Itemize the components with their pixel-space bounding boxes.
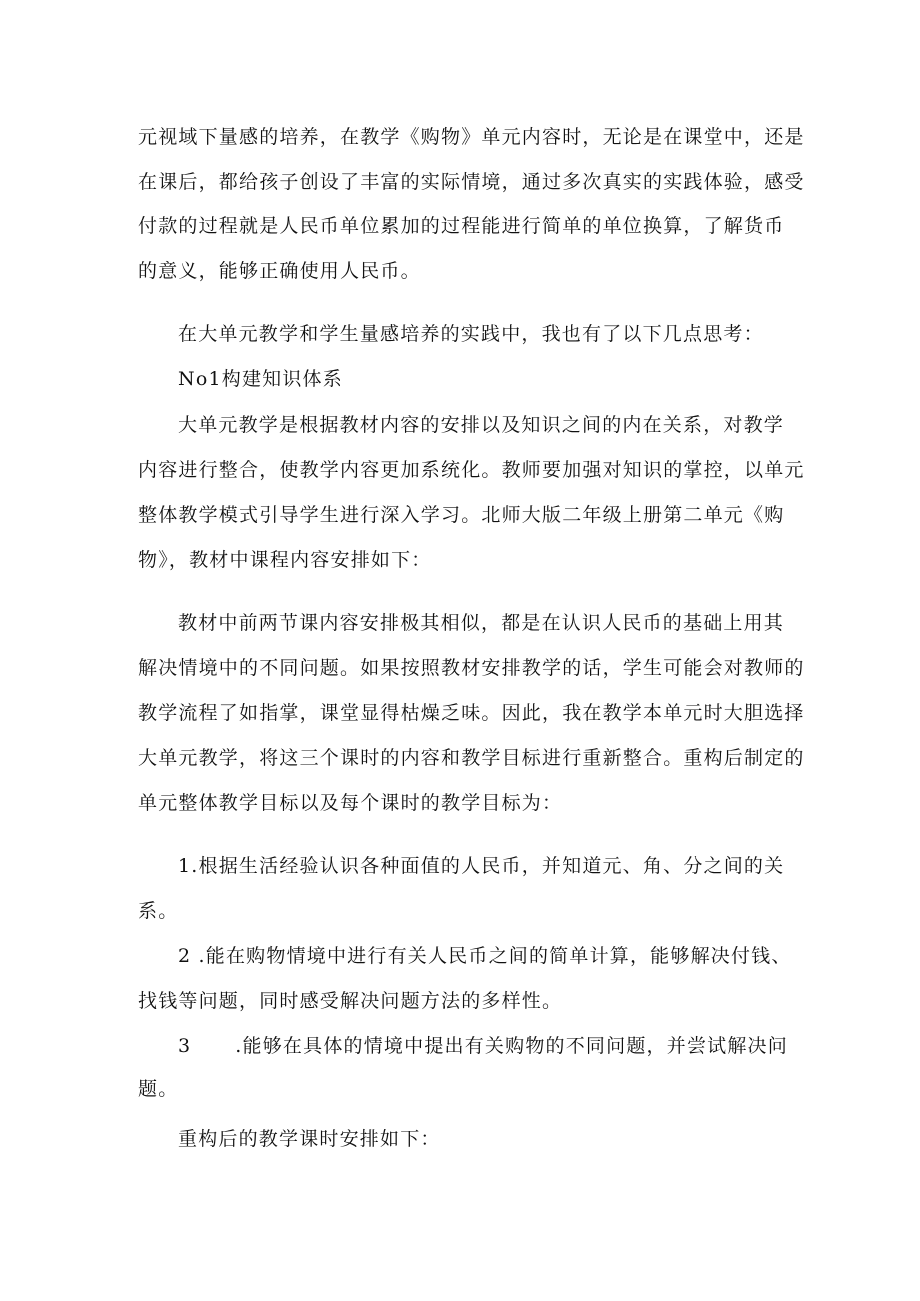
list-item-line: 找钱等问题，同时感受解决问题方法的多样性。: [138, 990, 563, 1012]
paragraph-line: 教学流程了如指掌，课堂显得枯燥乏味。因此，我在教学本单元时大胆选择: [138, 702, 805, 724]
list-item-line: [178, 1034, 788, 1058]
paragraph-line: 重构后的教学课时安排如下：: [178, 1128, 441, 1150]
paragraph-line: 在课后，都给孩子创设了丰富的实际情境，通过多次真实的实践体验，感受: [138, 171, 805, 193]
list-item-text: .能够在具体的情境中提出有关购物的不同问题，并尝试解决问: [235, 1035, 788, 1057]
paragraph-line: 大单元教学是根据教材内容的安排以及知识之间的内在关系，对教学: [178, 414, 785, 436]
paragraph-line: 在大单元教学和学生量感培养的实践中，我也有了以下几点思考：: [178, 323, 764, 345]
list-item-line: 系。: [138, 900, 179, 922]
paragraph-line: 大单元教学，将这三个课时的内容和教学目标进行重新整合。重构后制定的: [138, 747, 805, 769]
paragraph-line: 的意义，能够正确使用人民币。: [138, 260, 421, 282]
section-heading: No1构建知识体系: [178, 368, 343, 390]
paragraph-line: 内容进行整合，使教学内容更加系统化。教师要加强对知识的掌控，以单元: [138, 459, 805, 481]
list-item-line: 1.根据生活经验认识各种面值的人民币，并知道元、角、分之间的关: [178, 855, 785, 877]
paragraph-line: 元视域下量感的培养，在教学《购物》单元内容时，无论是在课堂中，还是: [138, 126, 805, 148]
list-number: 3: [178, 1035, 192, 1057]
paragraph-line: 整体教学模式引导学生进行深入学习。北师大版二年级上册第二单元《购: [138, 504, 785, 526]
paragraph-line: 付款的过程就是人民币单位累加的过程能进行简单的单位换算，了解货币: [138, 215, 785, 237]
paragraph-line: 教材中前两节课内容安排极其相似，都是在认识人民币的基础上用其: [178, 612, 785, 634]
list-item-line: 2 .能在购物情境中进行有关人民币之间的简单计算，能够解决付钱、: [178, 945, 792, 967]
paragraph-line: 单元整体教学目标以及每个课时的教学目标为：: [138, 792, 563, 814]
paragraph-line: 物》，教材中课程内容安排如下：: [138, 549, 432, 571]
list-item-line: 题。: [138, 1078, 179, 1100]
paragraph-line: 解决情境中的不同问题。如果按照教材安排教学的话，学生可能会对教师的: [138, 657, 805, 679]
